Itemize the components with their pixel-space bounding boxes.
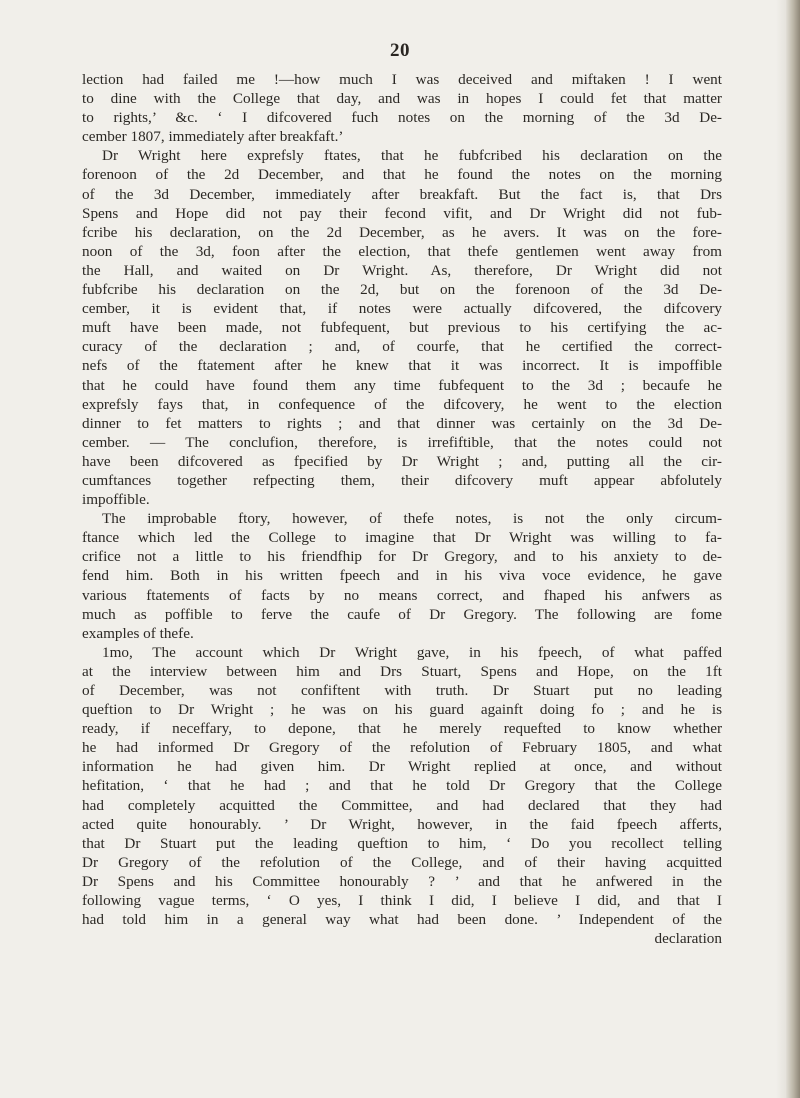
- text-line: crifice not a little to his friendfhip for Dr Gregory, and to his anxiety to de-: [82, 548, 722, 566]
- text-line: examples of thefe.: [82, 624, 194, 642]
- text-line: to dine with the College that day, and was in hopes I could fet that matter: [82, 90, 722, 108]
- text-line: cumftances together refpecting them, their difcovery muft appear abfolutely: [82, 471, 722, 489]
- body-text: [82, 70, 722, 948]
- text-line: he had informed Dr Gregory of the refolution of February 1805, and what: [82, 739, 722, 757]
- text-line: exprefsly fays that, in confequence of the difcovery, he went to the election: [82, 395, 722, 413]
- text-line: lection had failed me !—how much I was deceived and miftaken ! I went: [82, 71, 722, 88]
- text-line: Dr Wright here exprefsly ftates, that he fubfcribed his declaration on the: [102, 147, 722, 165]
- text-line: impoffible.: [82, 491, 150, 509]
- text-line: of the 3d December, immediately after breakfaft. But the fact is, that Drs: [82, 185, 722, 203]
- text-line: queftion to Dr Wright ; he was on his guard againft doing fo ; and he is: [82, 701, 722, 719]
- page-edge: [786, 0, 800, 1098]
- text-line: ftance which led the College to imagine that Dr Wright was willing to fa-: [82, 529, 722, 547]
- text-line: fubfcribe his declaration on the 2d, but on the forenoon of the 3d De-: [82, 281, 722, 299]
- text-line: curacy of the declaration ; and, of courfe, that he certified the correct-: [82, 338, 722, 356]
- text-line: declaration: [654, 930, 722, 948]
- text-line: information he had given him. Dr Wright replied at once, and without: [82, 758, 722, 776]
- text-line: Spens and Hope did not pay their fecond vifit, and Dr Wright did not fub-: [82, 204, 722, 222]
- text-line: The improbable ftory, however, of thefe notes, is not the only circum-: [102, 510, 722, 528]
- text-line: ready, if neceffary, to depone, that he merely requefted to know whether: [82, 720, 722, 738]
- text-line: had completely acquitted the Committee, and had declared that they had: [82, 796, 722, 814]
- text-line: noon of the 3d, foon after the election, that thefe gentlemen went away from: [82, 242, 722, 260]
- text-line: hefitation, ‘ that he had ; and that he told Dr Gregory that the College: [82, 777, 722, 795]
- text-line: Dr Gregory of the refolution of the College, and of their having acquitted: [82, 853, 722, 871]
- text-line: nefs of the ftatement after he knew that it was incorrect. It is impoffible: [82, 357, 722, 375]
- text-line: at the interview between him and Drs Stuart, Spens and Hope, on the 1ft: [82, 662, 722, 680]
- text-line: that he could have found them any time fubfequent to the 3d ; becaufe he: [82, 376, 722, 394]
- text-line: 1mo, The account which Dr Wright gave, in his fpeech, of what paffed: [102, 643, 722, 661]
- text-line: muft have been made, not fubfequent, but previous to his certifying the ac-: [82, 319, 722, 337]
- text-line: cember 1807, immediately after breakfaft.’: [82, 128, 344, 146]
- text-line: to rights,’ &c. ‘ I difcovered fuch notes on the morning of the 3d De-: [82, 109, 722, 127]
- text-line: following vague terms, ‘ O yes, I think I did, I believe I did, and that I: [82, 892, 722, 910]
- text-line: forenoon of the 2d December, and that he found the notes on the morning: [82, 166, 722, 184]
- text-line: acted quite honourably. ’ Dr Wright, however, in the faid fpeech afferts,: [82, 815, 722, 833]
- text-line: cember. — The conclufion, therefore, is irrefiftible, that the notes could not: [82, 433, 722, 451]
- text-line: that Dr Stuart put the leading queftion to him, ‘ Do you recollect telling: [82, 834, 722, 852]
- text-line: cember, it is evident that, if notes were actually difcovered, the difcovery: [82, 300, 722, 318]
- text-line: dinner to fet matters to rights ; and that dinner was certainly on the 3d De-: [82, 414, 722, 432]
- text-line: fcribe his declaration, on the 2d December, as he avers. It was on the fore-: [82, 223, 722, 241]
- text-line: of December, was not confiftent with truth. Dr Stuart put no leading: [82, 682, 722, 699]
- text-line: fend him. Both in his written fpeech and in his viva voce evidence, he gave: [82, 567, 722, 585]
- text-line: Dr Spens and his Committee honourably ? ’ and that he anfwered in the: [82, 872, 722, 890]
- text-line: the Hall, and waited on Dr Wright. As, therefore, Dr Wright did not: [82, 261, 722, 279]
- page-number: 20: [390, 40, 410, 61]
- text-line: have been difcovered as fpecified by Dr Wright ; and, putting all the cir-: [82, 452, 722, 470]
- page-edge-shadow: [776, 0, 786, 1098]
- text-line: various ftatements of facts by no means correct, and fhaped his anfwers as: [82, 586, 722, 604]
- text-line: much as poffible to ferve the caufe of Dr Gregory. The following are fome: [82, 605, 722, 623]
- text-line: had told him in a general way what had been done. ’ Independent of the: [82, 911, 722, 929]
